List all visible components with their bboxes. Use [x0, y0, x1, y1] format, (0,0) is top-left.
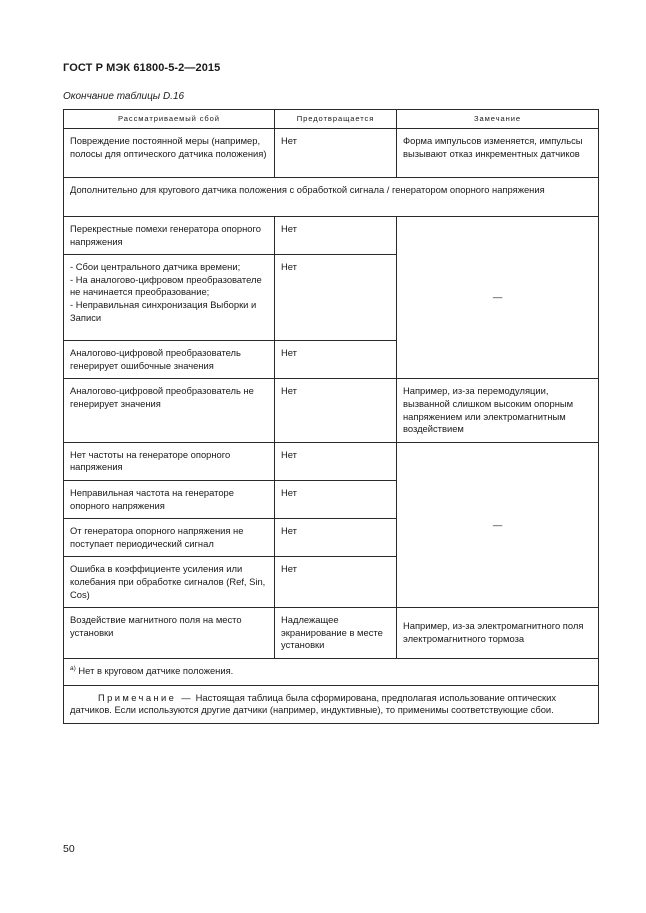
prevented-cell: Нет	[275, 480, 397, 518]
remark-cell: Например, из-за электромагнитного поля электромагнитного тормоза	[397, 608, 599, 659]
table-row	[64, 608, 599, 659]
fault-cell: Неправильная частота на генераторе опорного напряжения	[64, 480, 275, 518]
fault-cell: Повреждение постоянной меры (например, полосы для оптического датчика положения)	[64, 129, 275, 178]
table-caption: Окончание таблицы D.16	[63, 91, 185, 102]
note-cell	[64, 685, 599, 723]
remark-cell: Например, из-за перемодуляции, вызванной слишком высоким опорным напряжением или электромагнитным воздействием	[397, 379, 599, 442]
fault-table	[63, 109, 599, 724]
fault-cell: Аналогово-цифровой преобразователь не генерирует значения	[64, 379, 275, 442]
table-header-row	[64, 110, 599, 129]
merged-remark-cell: —	[397, 217, 599, 379]
fault-cell: Ошибка в коэффициенте усиления или колебания при обработке сигналов (Ref, Sin, Cos)	[64, 557, 275, 608]
fault-line: - На аналогово-цифровом преобразователе не начинается преобразование;	[70, 273, 262, 298]
remark-cell: Форма импульсов изменяется, импульсы вызывают отказ инкрементных датчиков	[397, 129, 599, 178]
column-header-prevented: Предотвращается	[275, 110, 397, 129]
column-header-remark: Замечание	[397, 110, 599, 129]
standard-title: ГОСТ Р МЭК 61800-5-2—2015	[63, 62, 221, 74]
prevented-cell: Надлежащее экранирование в месте установки	[275, 608, 397, 659]
note-text: Настоящая таблица была сформирована, предполагая использование оптических датчиков. Если используются другие датчики (например, индуктивные), то применимы соответствующие сбои.	[70, 691, 557, 716]
table-row	[64, 442, 599, 480]
footnote-marker: a)	[70, 664, 76, 672]
note-row	[64, 685, 599, 723]
section-row	[64, 178, 599, 217]
prevented-cell: Нет	[275, 519, 397, 557]
fault-cell: От генератора опорного напряжения не поступает периодический сигнал	[64, 519, 275, 557]
fault-cell: Воздействие магнитного поля на место установки	[64, 608, 275, 659]
prevented-cell: Нет	[275, 341, 397, 379]
prevented-cell: Нет	[275, 442, 397, 480]
fault-line: - Неправильная синхронизация Выборки и Записи	[70, 298, 257, 323]
prevented-cell: Нет	[275, 129, 397, 178]
prevented-cell: Нет	[275, 557, 397, 608]
footnote-row	[64, 658, 599, 685]
footnote-text: Нет в круговом датчике положения.	[78, 664, 234, 676]
fault-cell: Перекрестные помехи генератора опорного напряжения	[64, 217, 275, 255]
table-row	[64, 129, 599, 178]
prevented-cell: Нет	[275, 217, 397, 255]
page-number: 50	[63, 843, 75, 855]
prevented-cell: Нет	[275, 379, 397, 442]
table-row	[64, 217, 599, 255]
fault-line: - Сбои центрального датчика времени;	[70, 261, 241, 273]
fault-cell	[64, 255, 275, 341]
prevented-cell: Нет	[275, 255, 397, 341]
section-cell: Дополнительно для кругового датчика положения с обработкой сигнала / генератором опорного напряжения	[64, 178, 599, 217]
table-row	[64, 379, 599, 442]
merged-remark-cell: —	[397, 442, 599, 607]
column-header-fault: Рассматриваемый сбой	[64, 110, 275, 129]
fault-cell: Нет частоты на генераторе опорного напряжения	[64, 442, 275, 480]
fault-cell: Аналогово-цифровой преобразователь генерирует ошибочные значения	[64, 341, 275, 379]
note-label: Примечание —	[98, 691, 194, 703]
footnote-cell	[64, 658, 599, 685]
